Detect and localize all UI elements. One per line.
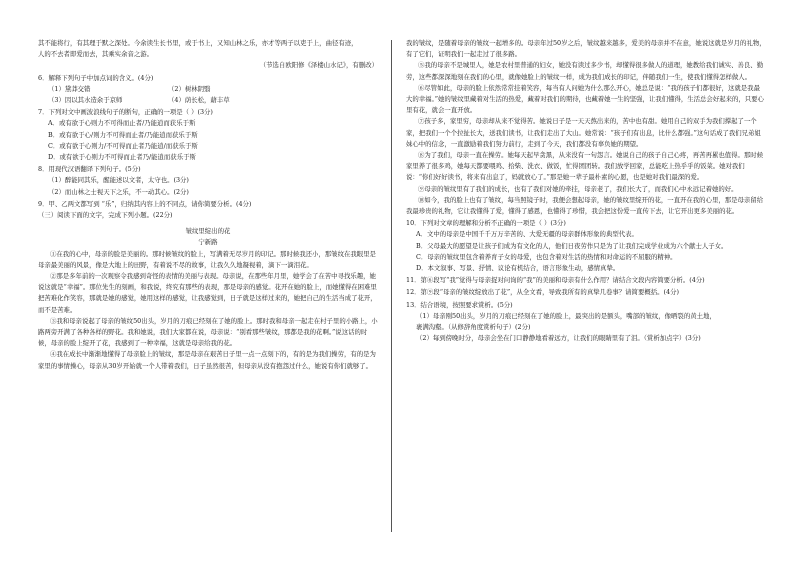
q7-option-d: D．或有欲于心则力不可得而止者乃/能逍而获乐于斯 xyxy=(48,153,196,162)
question-8: 8．用现代汉语翻译下列句子。(5分) xyxy=(38,165,141,174)
question-9: 9．甲、乙两文都写到 “乐”，归纳其内容上的不同点，请你简要分析。(4分) xyxy=(38,199,252,208)
column-divider xyxy=(391,40,392,532)
q6-item-1: （1）黛莽交错 xyxy=(48,84,91,93)
article-paragraph-8: ⑧为了我们，母亲一直在操劳。她每天起早贪黑，从来没有一句怨言。她说自己的孩子自己心疼，再苦再累也值得。那时候家里养了很多鸡，她每天都要喂鸡、拾柴、洗衣、做饭，忙得团团转。我们放学回家，总能吃上热乎乎的饭菜。她对我们说：“你们好好读书，将来有出息了，妈就放心了。”那是她一辈子最朴素的心愿，也是她对我们最深的爱。 xyxy=(406,151,764,182)
q6-item-3: （3）因以其水造余于京师 xyxy=(48,96,123,105)
q7-option-b: B．或有欲于心/则力不可得而止者/乃能逍而获乐于斯 xyxy=(48,130,198,139)
q10-option-a: A．文中的母亲是中国千千万万辛苦的、大爱无疆的母亲群体形象的典型代表。 xyxy=(416,230,638,239)
source-note: （节选自欧阳修《泽楼山水记》，有删改） xyxy=(259,61,378,70)
question-6-items-row2 xyxy=(38,95,378,106)
q13-item-2: （2）每到傍晚时分，母亲会坐在门口静静地看着远方，让我们的眼睛里有了泪。（赏析加点字）(3分) xyxy=(416,334,701,343)
question-11: 11．第⑥段写“我”觉得与母亲捉对问询的“我”的美丽和母亲有什么作用？请结合文段内容简要分析。(4分) xyxy=(406,276,705,285)
q10-option-d: D．本文叙事、写景、抒情、议论有机结合，语言形象生动，感情真挚。 xyxy=(416,264,620,273)
q10-option-b: B．父母最大的愿望是让孩子们成为有文化的人，他们日夜劳作只是为了让我们完成学业成为六个献士人子女。 xyxy=(416,241,728,250)
q13-item-1: （1）母亲刚50出头，岁月的刀痕已经刻在了她的脸上，最突出的是额头，嘴部的皱纹，像晒裂的黄土地， xyxy=(416,311,716,320)
article-paragraph-3: ③我和母亲说起了母亲的皱纹50出头，岁月的刀痕已经刻在了她的脸上。那时我和母亲一起走在村子里的小路上，小路两旁开满了各种各样的野花。我和她说，我们大家都在说，母亲说：“别看那些皱纹，那都是我的花啊。”说这话的时候，母亲的脸上绽开了花，我感到了一种幸福，这就是母亲给我的花。 xyxy=(38,316,378,348)
q7-option-c: C．或有欲于心则力/不可得而止者乃能逍/而获乐于斯 xyxy=(48,141,198,150)
article-paragraph-9: ⑨母亲的皱纹里有了我们的成长，也有了我们对她的牵挂，母亲老了，我们长大了，而我们心中永远记着她的好。 xyxy=(418,184,738,193)
article-paragraph-4: ④我在成长中渐渐地懂得了母亲脸上的皱纹，那是母亲在艰苦日子里一点一点刻下的，有的是为我们操劳，有的是为家里的事情操心，母亲从30岁开始就一个人带着我们，日子虽然很苦，但母亲从没有抱怨过什么，她说有你们就够了。 xyxy=(38,350,376,370)
q6-item-2: （2）树林阴翳 xyxy=(168,84,211,93)
question-7: 7．下列对文中画波浪线句子的断句，正确的一项是（ ）(3分) xyxy=(38,108,213,117)
article-paragraph-7: ⑦孩子多，家里穷，母亲却从来不觉得苦。她说日子是一天天熬出来的，苦中也有甜。她用自己的双手为我们撑起了一个家，把我们一个个拉扯长大，送我们读书，让我们走出了大山。她常说：“孩子们有出息，比什么都强。”这句话成了我们兄弟姐妹心中的信念，一直激励着我们努力前行，走到了今天，我们都没有辜负她的期望。 xyxy=(406,117,761,148)
q8-item-2: （2）而山林之士视天下之乐，不一动其心。(2分) xyxy=(48,187,189,196)
q10-option-c: C．母亲的皱纹里包含着养育子女的母爱，也包含着对生活的热情和对命运的不屈服的精神。 xyxy=(416,252,677,261)
q8-item-1: （1）醉能同其乐，醒能述以文者，太守也。(3分) xyxy=(48,176,189,185)
passage-tail-line-2: 人的不去者即爱而去，其乘实余音之游。 xyxy=(38,50,154,59)
q13-item-1-cont: 裹满沟壑。（从修辞角度赏析句子）(2分) xyxy=(416,323,531,332)
article-paragraph-2: ②那是多年前的一次观察令我感到奇怪的表情的美丽与表现。母亲说，在那些年月里，她学会了在苦中寻找乐趣，她说这就是“幸福”。那位先生的刻画，和我说，终究有那些的表现，那是母亲的感觉。花开在她的脸上，而她懂得在困难里把苦难化作笑容，那就是她的感觉，她用这样的感觉，让我感觉到，日子就是这样过来的，她把自己的生活当成了花开，而不是苦难。 xyxy=(38,272,377,314)
article-paragraph-5: ⑤我的母亲不是城里人，她是农村里普通的妇女，她没有读过多少书，却懂得很多做人的道理，她教给我们诚实、善良、勤劳，这些都深深地刻在我们的心里，就像她脸上的皱纹一样，成为我们成长的印记，伴随我们一生，使我们懂得怎样做人。 xyxy=(406,61,764,81)
article-title: 皱纹里绽出的花 xyxy=(185,227,231,236)
article-paragraph-6: ⑥尽管如此，母亲的脸上依然常常挂着笑容，每当有人问她为什么那么开心，她总是说：“我的孩子们都很好，这就是我最大的幸福。”她的皱纹里藏着对生活的热爱，藏着对我们的期待，也藏着她一生的坚强，让我们懂得，生活总会好起来的，只要心里有花，就会一直开放。 xyxy=(406,83,764,115)
right-column xyxy=(406,38,766,344)
question-12: 12．第⑨段“母亲的皱纹绽放出了花”，从全文看，导致我所有的真挚几卷事？请简要概括。(4分) xyxy=(406,288,679,297)
passage-tail-line-1: 其不能将行，有其理于默之深处。今余读生长书里，或于书上，又知山林之乐，亦才等两子以吏于上，曲径有迹， xyxy=(38,39,358,47)
question-13: 13．结合语境，按照要求赏析。(5分) xyxy=(406,300,513,309)
article-author: 宁新路 xyxy=(198,238,218,247)
left-column xyxy=(38,38,378,372)
question-6: 6．解释下列句子中加点词的含义。(4分) xyxy=(38,73,154,82)
article-paragraph-4-cont: 我的皱纹，是随着母亲的皱纹一起增多的。母亲年过50岁之后，皱纹越来越多，爱美的母亲并不在意，她说这就是岁月的礼物，有了它们，证明我们一起走过了很多路。 xyxy=(406,39,766,59)
article-paragraph-10: ⑩如今，我的脸上也有了皱纹，每当照镜子时，我便会想起母亲，她的皱纹里绽开的花，一直开在我的心里，那是母亲留给我最珍贵的礼物，它让我懂得了爱，懂得了感恩，也懂得了珍惜，我会把这份爱一直传下去，让它开出更多美丽的花。 xyxy=(406,195,764,216)
question-6-items xyxy=(38,84,378,95)
question-10: 10．下列对文章的理解和分析不正确的一项是（ ）(3分) xyxy=(406,219,566,228)
article-paragraph-1: ①在我的心中，母亲的脸是美丽的。那时候皱纹的脸上，写满着无尽岁月的印记。那时候我还小，那皱纹在我眼里是母亲最美丽的风景，像是大地上的田野，有着说不尽的故事，让我久久地凝视着，滴下一滴泪花。 xyxy=(38,249,376,269)
q7-option-a: A．或有欲于心则力不可得而止者/乃能逍而获乐于斯 xyxy=(48,119,196,128)
section-3-heading: （三）阅读下面的文字，完成下列小题。(22分) xyxy=(38,211,173,220)
q6-item-4: （4）荫长松，藉丰草 xyxy=(168,96,230,105)
